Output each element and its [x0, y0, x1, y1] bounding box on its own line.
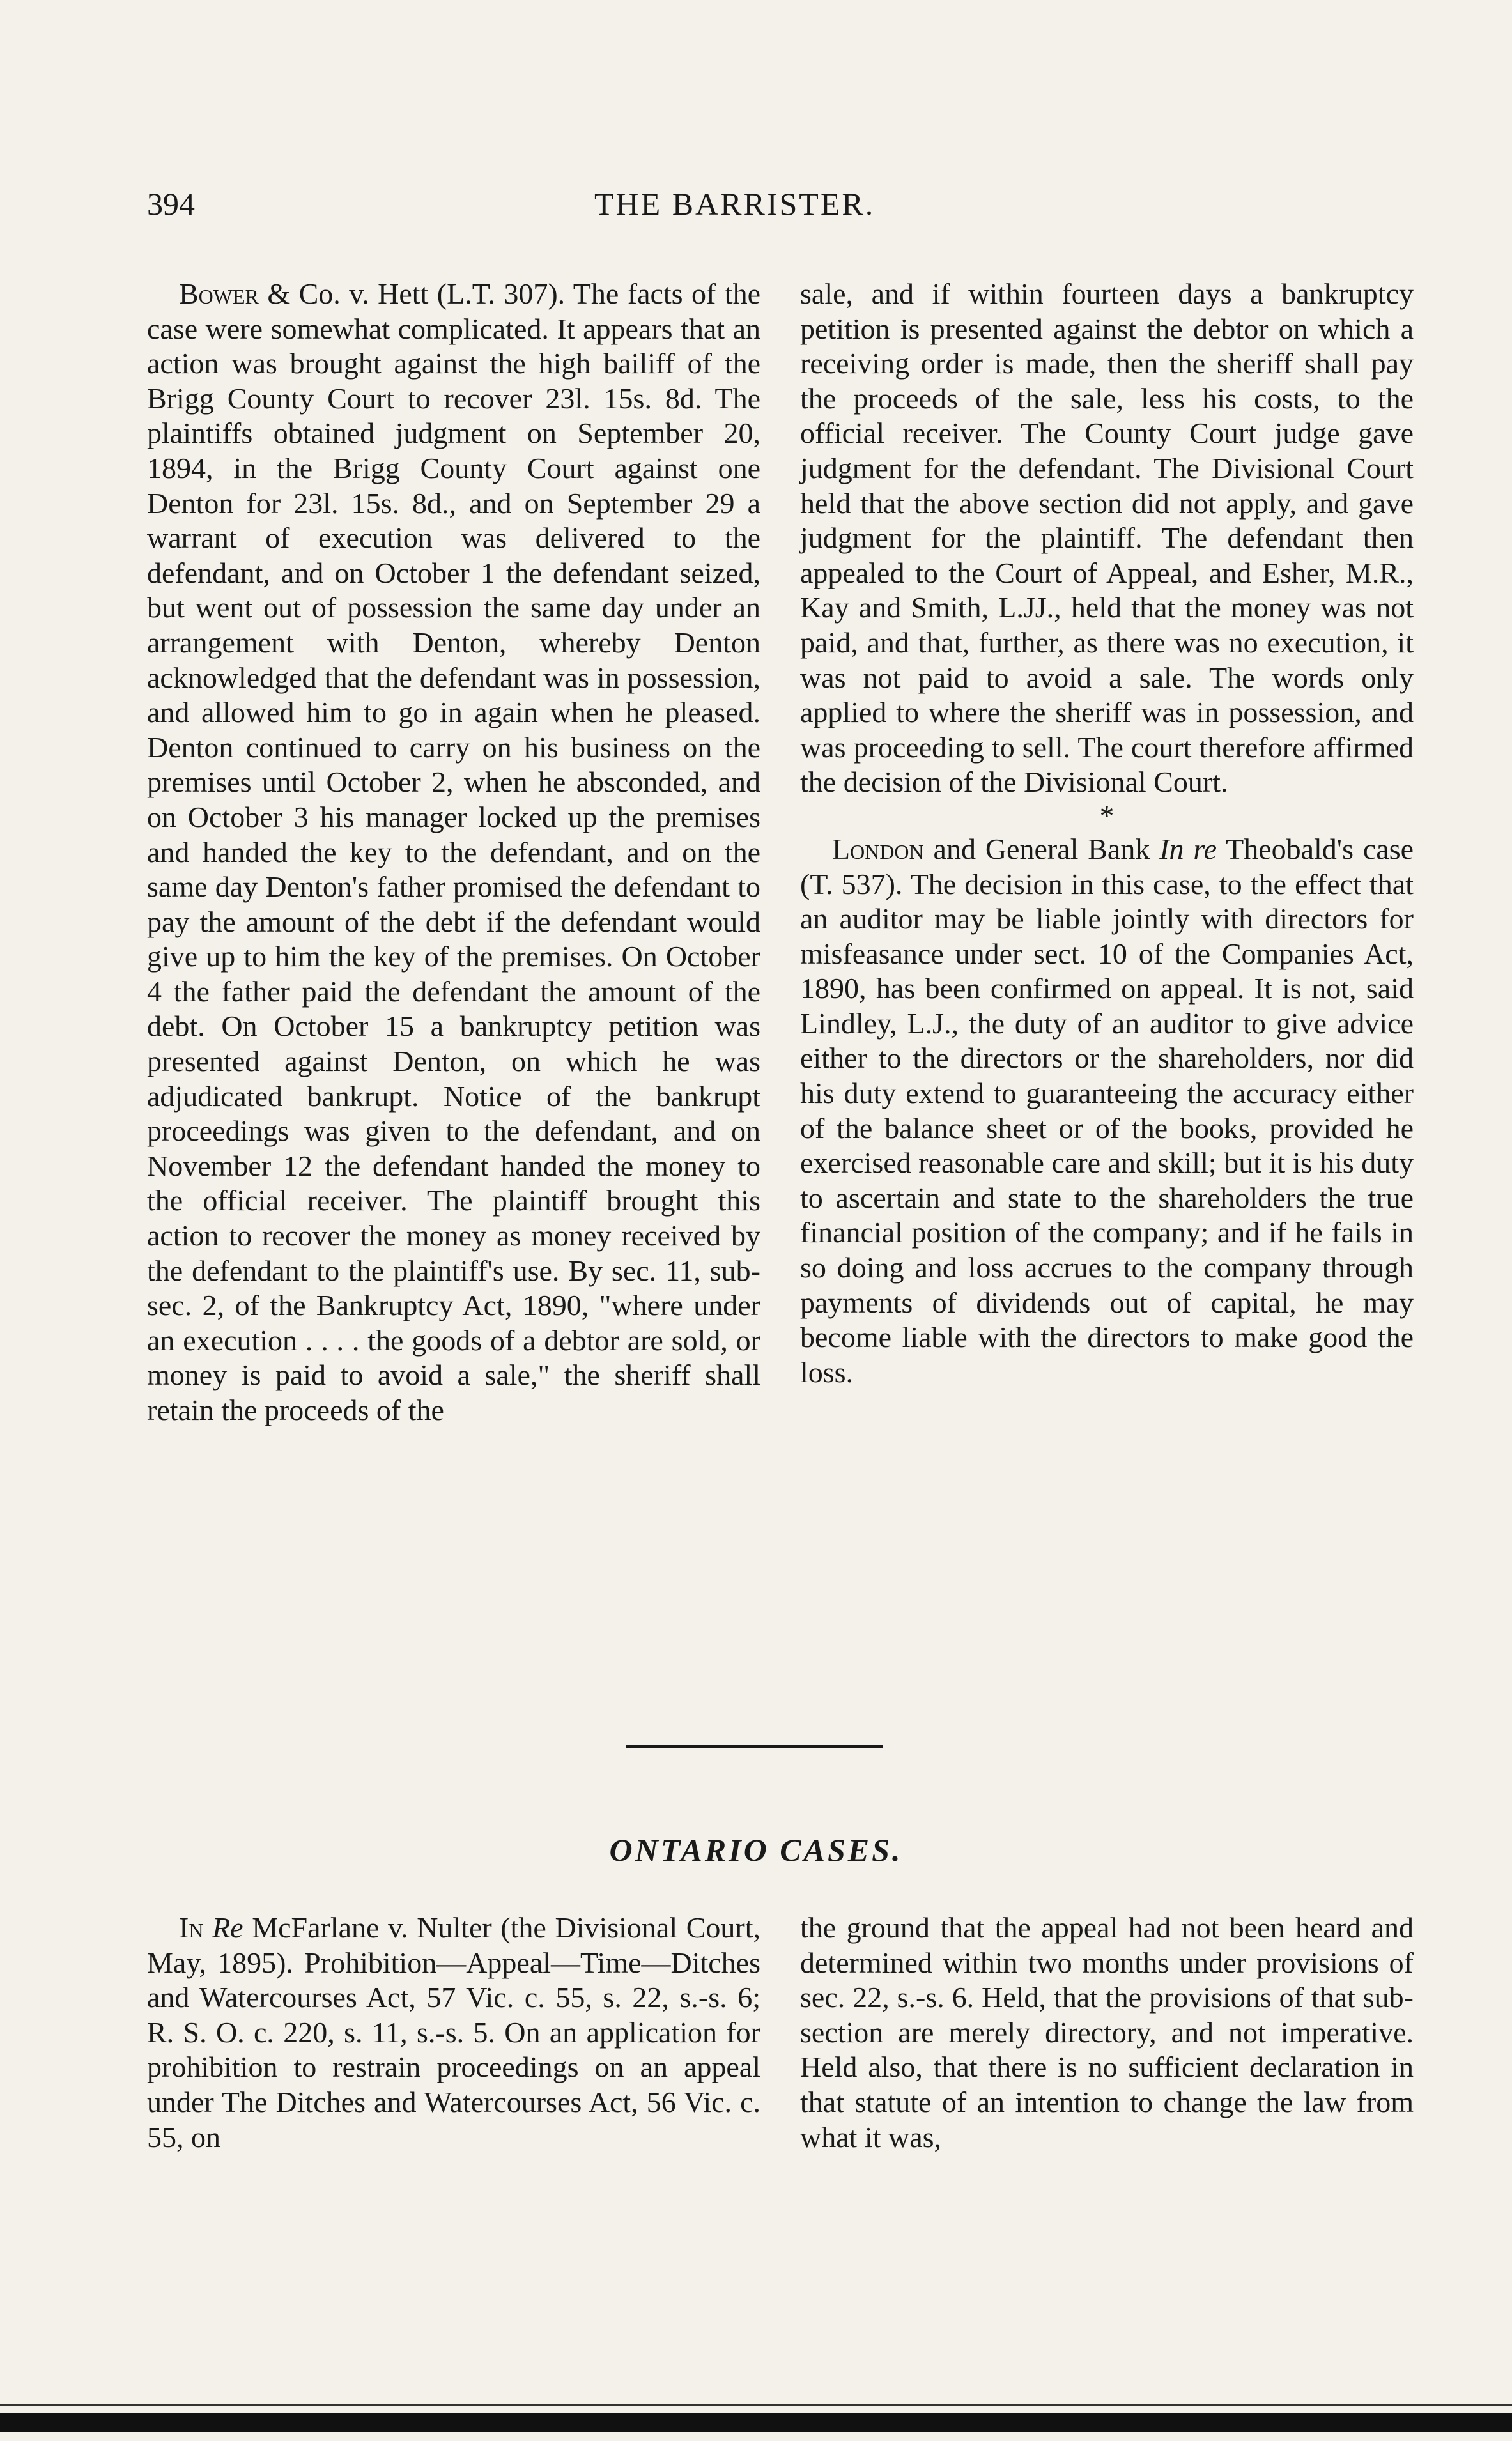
article-london-italic: In re	[1159, 832, 1217, 865]
case-name-bower: Bower	[179, 277, 259, 310]
article-london-text: Theobald's case (T. 537). The decision in this case, to the effect that an auditor may be liable jointly with directors for misfeasance under sect. 10 of the Companies Act, 1890, has been confirmed on appeal. It is not, said Lindley, L.J., the duty of an auditor to give advice either to the directors or the shareholders, nor did his duty extend to guaranteeing the accuracy either of the balance sheet or of the books, provided he exercised reasonable care and skill; but it is his duty to ascertain and state to the shareholders the true financial position of the company; and if he fails in so doing and loss accrues to the company through payments of dividends out of capital, he may become liable with the directors to make good the loss.	[800, 832, 1414, 1389]
bottom-rule	[0, 2404, 1512, 2406]
column-right-lower	[800, 1911, 1414, 2155]
separator-asterisk: *	[1099, 799, 1115, 832]
column-left-upper	[147, 277, 760, 1428]
bottom-bar	[0, 2413, 1512, 2432]
ontario-lead-italic: Re	[212, 1911, 243, 1944]
column-left-lower	[147, 1911, 760, 2155]
article-london-intro: and General Bank	[933, 832, 1150, 865]
article-bower-text: & Co. v. Hett (L.T. 307). The facts of the case were somewhat complicated. It appears that an action was brought against the high bailiff of the Brigg County Court to recover 23l. 15s. 8d. The plaintiffs obtained judgment on September 20, 1894, in the Brigg County Court against one Denton for 23l. 15s. 8d., and on September 29 a warrant of execution was delivered to the defendant, and on October 1 the defendant seized, but went out of possession the same day under an arrangement with Denton, whereby Denton acknowledged that the defendant was in possession, and allowed him to go in again when he pleased. Denton continued to carry on his business on the premises until October 2, when he absconded, and on October 3 his manager locked up the premises and handed the key to the defendant, and on the same day Denton's father promised the defendant to pay the amount of the debt if the defendant would give up to him the key of the premises. On October 4 the father paid the defendant the amount of the debt. On October 15 a bankruptcy petition was presented against Denton, on which he was adjudicated bankrupt. Notice of the bankrupt proceedings was given to the defendant, and on November 12 the defendant handed the money to the official receiver. The plaintiff brought this action to recover the money as money received by the defendant to the plaintiff's use. By sec. 11, sub-sec. 2, of the Bankruptcy Act, 1890, "where under an execution . . . . the goods of a debtor are sold, or money is paid to avoid a sale," the sheriff shall retain the proceeds of the	[147, 277, 760, 1426]
article-ontario	[147, 1911, 760, 2155]
ontario-text: McFarlane v. Nulter (the Divisional Court, May, 1895). Prohibition—Appeal—Time—Ditches and Watercourses Act, 57 Vic. c. 55, s. 22, s.-s. 6; R. S. O. c. 220, s. 11, s.-s. 5. On an application for prohibition to restrain proceedings on an appeal under The Ditches and Watercourses Act, 56 Vic. c. 55, on	[147, 1911, 761, 2153]
case-name-london: London	[832, 832, 924, 865]
ontario-continuation: the ground that the appeal had not been heard and determined within two months under provisions of sec. 22, s.-s. 6. Held, that the provisions of that sub-section are merely directory, and not imperative. Held also, that there is no sufficient declaration in that statute of an intention to change the law from what it was,	[800, 1911, 1414, 2153]
article-london	[800, 832, 1414, 1390]
running-head	[0, 185, 1512, 230]
column-right-upper	[800, 277, 1414, 1390]
section-heading: ONTARIO CASES.	[609, 1832, 903, 1868]
article-bower	[147, 277, 760, 1428]
ontario-lead-in: In	[179, 1911, 204, 1944]
journal-title: THE BARRISTER.	[594, 186, 876, 222]
article-bower-continuation: sale, and if within fourteen days a bankruptcy petition is presented against the debtor on which a receiving order is made, then the sheriff shall pay the proceeds of the sale, less his costs, to the official receiver. The County Court judge gave judgment for the defendant. The Divisional Court held that the above section did not apply, and gave judgment for the plaintiff. The defendant then appealed to the Court of Appeal, and Esher, M.R., Kay and Smith, L.JJ., held that the money was not paid, and that, further, as there was no execution, it was not paid to avoid a sale. The words only applied to where the sheriff was in possession, and was proceeding to sell. The court therefore affirmed the decision of the Divisional Court.	[800, 277, 1414, 799]
section-divider	[626, 1745, 883, 1748]
page-number: 394	[147, 186, 195, 222]
